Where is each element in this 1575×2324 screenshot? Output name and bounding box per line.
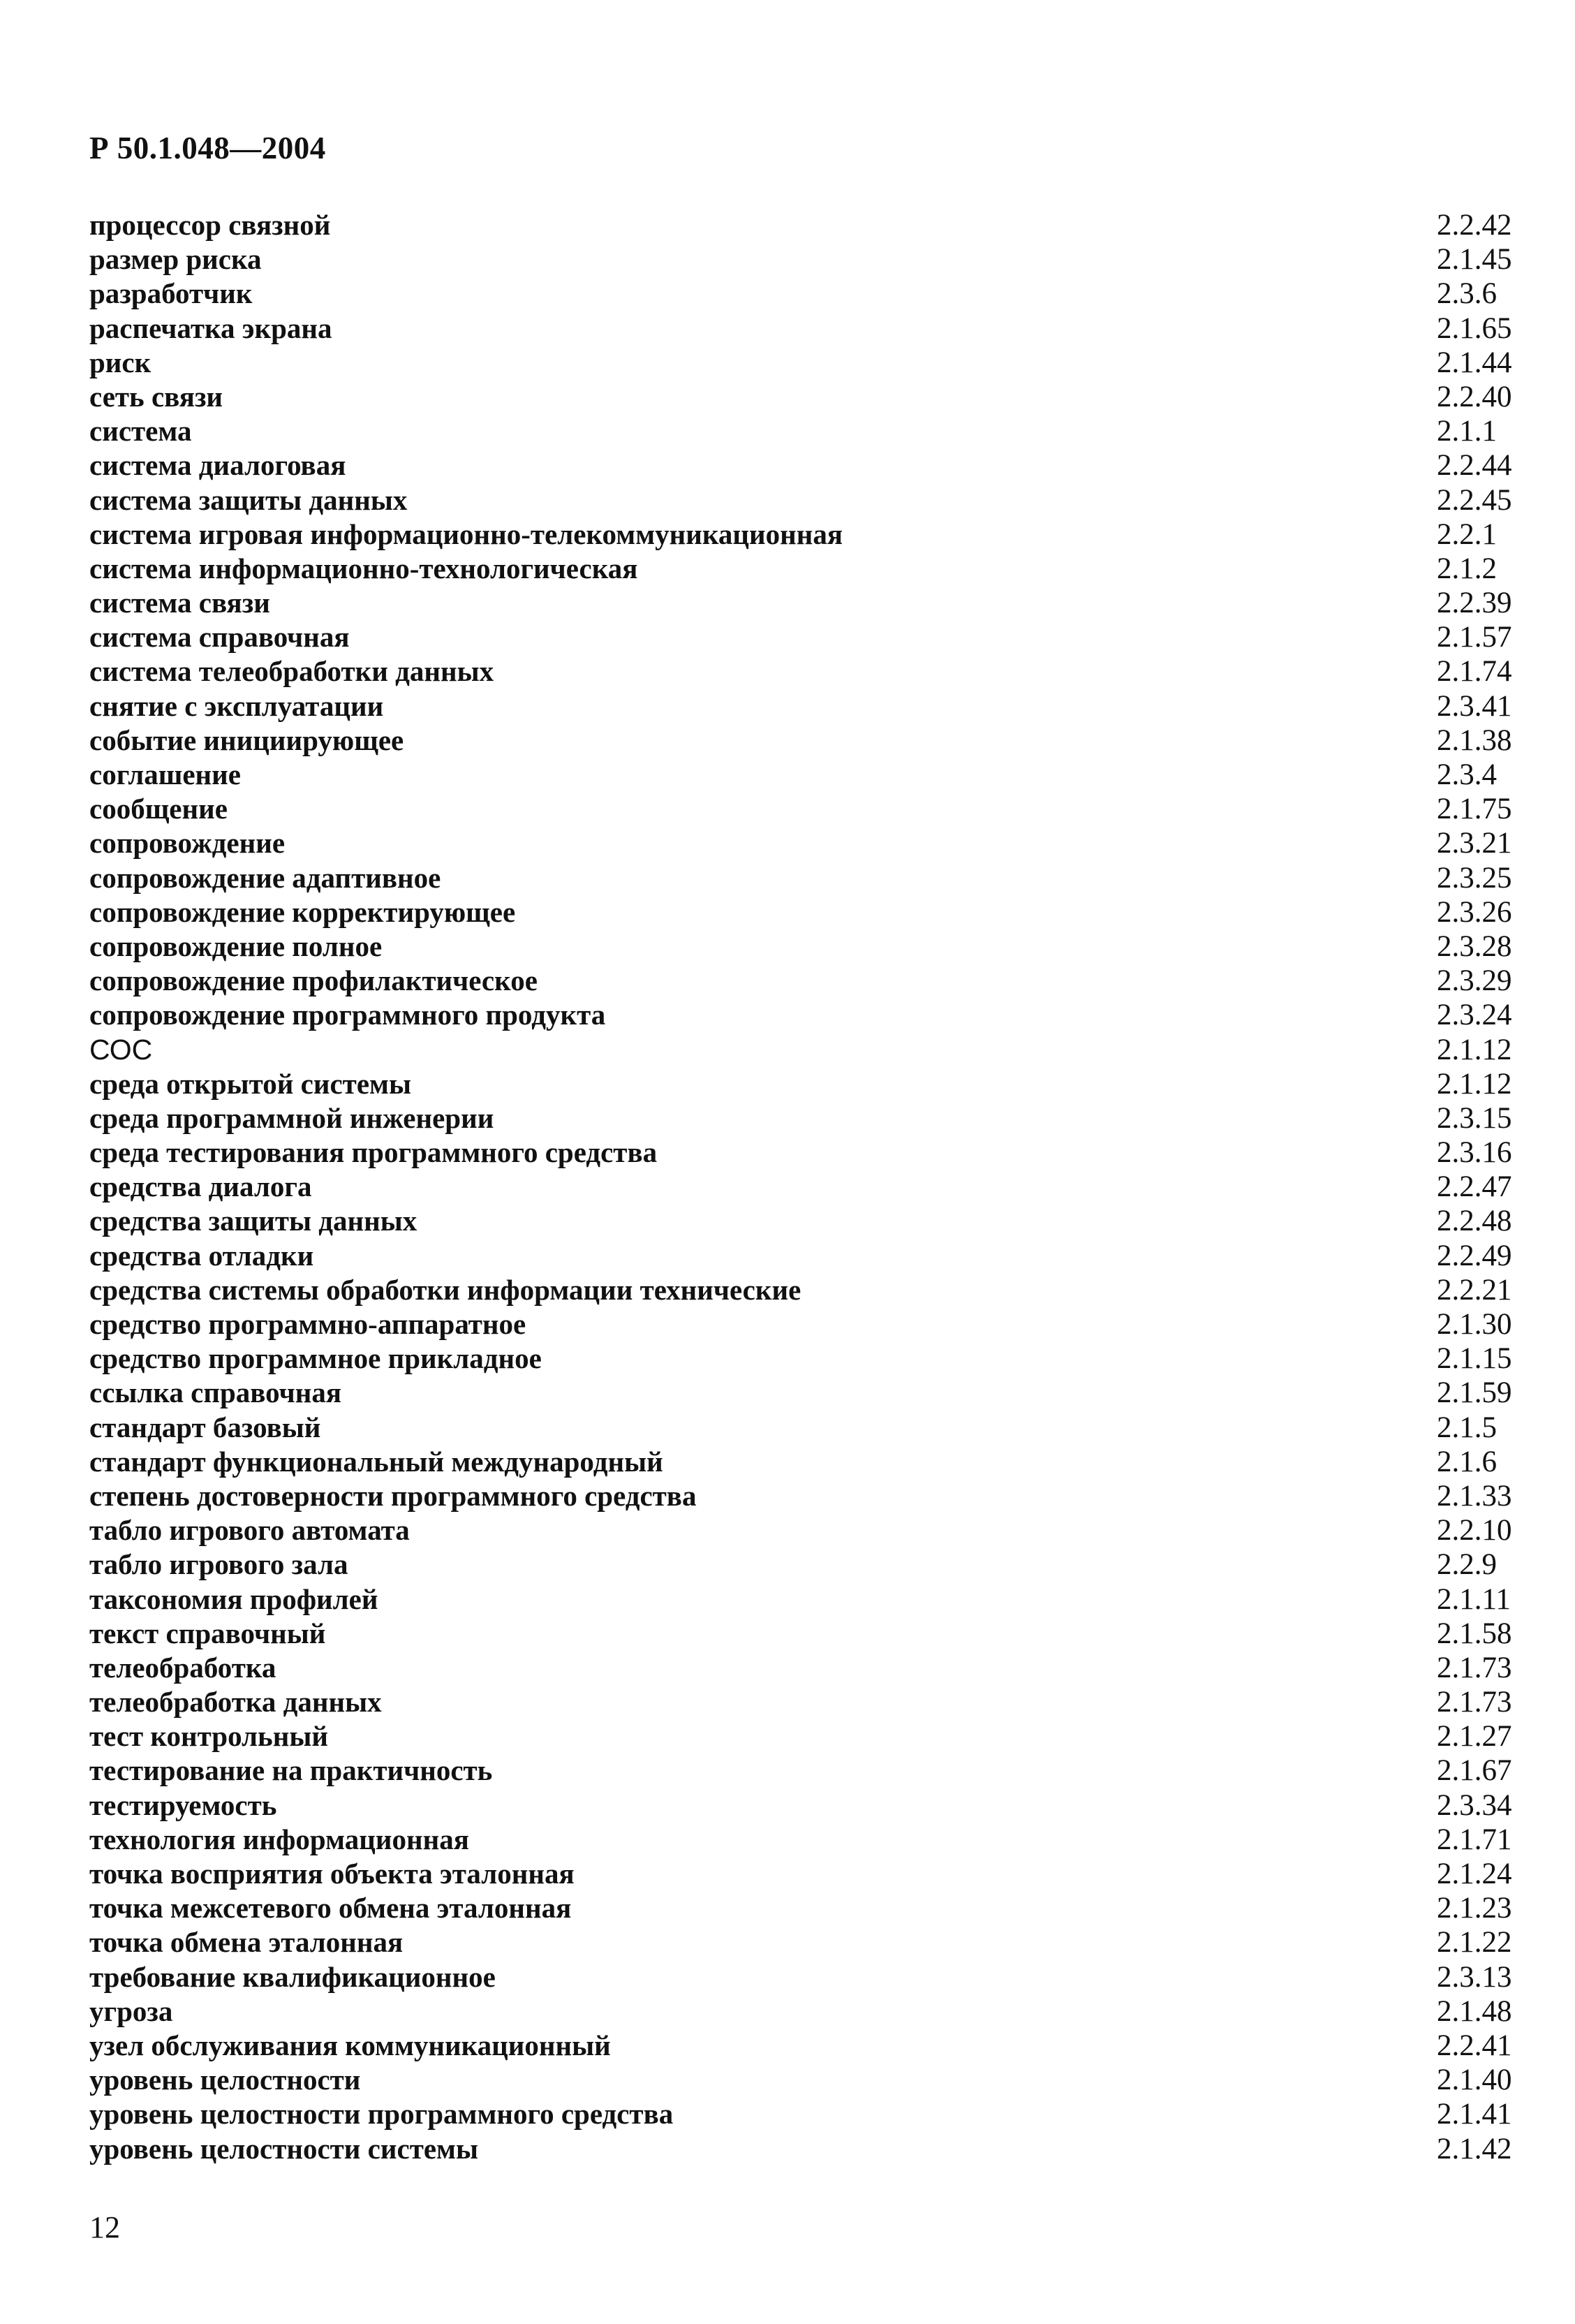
- index-entry: [89, 1994, 1515, 2029]
- index-reference-number: 2.2.1: [1437, 517, 1497, 551]
- index-reference-number: 2.3.41: [1437, 689, 1512, 723]
- index-entry: [89, 964, 1515, 998]
- index-entry: [89, 1891, 1515, 1925]
- index-entry: [89, 483, 1515, 517]
- index-entry: [89, 792, 1515, 826]
- index-term: сопровождение адаптивное: [89, 861, 441, 894]
- index-entry: [89, 1960, 1515, 1994]
- index-reference-number: 2.2.44: [1437, 449, 1512, 483]
- index-reference-number: 2.1.65: [1437, 311, 1512, 345]
- index-reference-number: 2.1.1: [1437, 415, 1497, 448]
- index-entry: [89, 552, 1515, 586]
- index-reference-number: 2.2.10: [1437, 1514, 1512, 1547]
- index-entry: [89, 1823, 1515, 1857]
- index-entry: [89, 1617, 1515, 1651]
- index-term: средство программное прикладное: [89, 1342, 542, 1375]
- index-entry: [89, 311, 1515, 346]
- index-reference-number: 2.2.39: [1437, 587, 1512, 620]
- index-reference-number: 2.1.59: [1437, 1376, 1512, 1410]
- document-code-header: Р 50.1.048—2004: [89, 131, 326, 166]
- index-reference-number: 2.1.67: [1437, 1754, 1512, 1788]
- index-term: угроза: [89, 1994, 173, 2027]
- index-entry: [89, 1582, 1515, 1617]
- index-reference-number: 2.1.11: [1437, 1582, 1511, 1616]
- index-term: процессор связной: [89, 209, 331, 241]
- index-entry: [89, 654, 1515, 689]
- index-entry: [89, 242, 1515, 277]
- index-reference-number: 2.1.74: [1437, 655, 1512, 689]
- index-entry: [89, 1376, 1515, 1410]
- index-reference-number: 2.1.30: [1437, 1308, 1512, 1341]
- index-entry: [89, 929, 1515, 964]
- index-term: система игровая информационно-телекоммуникационная: [89, 517, 843, 550]
- index-term: уровень целостности системы: [89, 2132, 478, 2165]
- index-term: сопровождение профилактическое: [89, 964, 538, 997]
- index-entry: [89, 414, 1515, 448]
- index-term: система защиты данных: [89, 483, 408, 516]
- index-entry: [89, 517, 1515, 552]
- index-entry: [89, 689, 1515, 723]
- index-entry: [89, 1033, 1515, 1067]
- index-term: табло игрового зала: [89, 1548, 348, 1581]
- index-term: уровень целостности: [89, 2064, 361, 2096]
- index-term: сообщение: [89, 793, 228, 825]
- index-reference-number: 2.3.16: [1437, 1136, 1512, 1170]
- index-term: соглашение: [89, 758, 241, 790]
- index-term: уровень целостности программного средства: [89, 2098, 674, 2131]
- index-term: стандарт функциональный международный: [89, 1445, 663, 1478]
- index-term: текст справочный: [89, 1617, 326, 1649]
- index-reference-number: 2.3.29: [1437, 964, 1512, 998]
- index-reference-number: 2.1.40: [1437, 2064, 1512, 2097]
- index-term: средство программно-аппаратное: [89, 1308, 526, 1340]
- index-term: СОС: [89, 1033, 153, 1066]
- index-reference-number: 2.1.73: [1437, 1686, 1512, 1719]
- index-entry: [89, 1513, 1515, 1547]
- index-term: сопровождение полное: [89, 929, 383, 962]
- index-term: точка межсетевого обмена эталонная: [89, 1892, 572, 1925]
- index-entry: [89, 448, 1515, 483]
- index-term: требование квалификационное: [89, 1960, 496, 1993]
- index-reference-number: 2.1.27: [1437, 1720, 1512, 1753]
- index-term: стандарт базовый: [89, 1411, 321, 1443]
- index-entry: [89, 380, 1515, 414]
- index-term: точка восприятия объекта эталонная: [89, 1858, 575, 1890]
- index-entry: [89, 1788, 1515, 1823]
- index-term: точка обмена эталонная: [89, 1926, 404, 1959]
- index-term: таксономия профилей: [89, 1582, 378, 1615]
- index-reference-number: 2.3.25: [1437, 861, 1512, 895]
- index-term: среда программной инженерии: [89, 1101, 494, 1134]
- index-entry: [89, 1307, 1515, 1341]
- index-entry: [89, 1170, 1515, 1204]
- index-reference-number: 2.1.22: [1437, 1926, 1512, 1959]
- term-index-list: [89, 208, 1515, 2166]
- index-reference-number: 2.3.13: [1437, 1960, 1512, 1994]
- index-reference-number: 2.3.28: [1437, 929, 1512, 963]
- index-entry: [89, 1547, 1515, 1582]
- index-reference-number: 2.1.24: [1437, 1858, 1512, 1890]
- index-term: риск: [89, 346, 151, 378]
- index-reference-number: 2.1.23: [1437, 1892, 1512, 1925]
- index-entry: [89, 2132, 1515, 2166]
- index-reference-number: 2.3.21: [1437, 827, 1512, 860]
- index-reference-number: 2.2.49: [1437, 1239, 1512, 1272]
- index-entry: [89, 758, 1515, 792]
- index-entry: [89, 346, 1515, 380]
- index-entry: [89, 2097, 1515, 2131]
- index-reference-number: 2.2.9: [1437, 1548, 1497, 1582]
- index-reference-number: 2.1.6: [1437, 1445, 1497, 1478]
- index-entry: [89, 1135, 1515, 1170]
- index-entry: [89, 208, 1515, 242]
- index-term: сопровождение: [89, 827, 286, 860]
- index-reference-number: 2.3.4: [1437, 758, 1497, 791]
- index-term: тестируемость: [89, 1788, 277, 1821]
- index-reference-number: 2.2.45: [1437, 483, 1512, 517]
- index-reference-number: 2.2.21: [1437, 1273, 1512, 1307]
- index-reference-number: 2.1.41: [1437, 2098, 1512, 2131]
- index-entry: [89, 998, 1515, 1032]
- index-reference-number: 2.1.38: [1437, 723, 1512, 757]
- index-reference-number: 2.1.57: [1437, 621, 1512, 654]
- index-entry: [89, 826, 1515, 860]
- index-reference-number: 2.1.73: [1437, 1651, 1512, 1684]
- index-term: технология информационная: [89, 1823, 469, 1855]
- index-reference-number: 2.1.12: [1437, 1067, 1512, 1101]
- index-entry: [89, 1719, 1515, 1753]
- index-entry: [89, 723, 1515, 758]
- index-reference-number: 2.1.12: [1437, 1033, 1512, 1066]
- index-entry: [89, 2063, 1515, 2097]
- index-term: система связи: [89, 587, 270, 619]
- index-entry: [89, 1479, 1515, 1513]
- index-term: средства отладки: [89, 1239, 314, 1272]
- index-entry: [89, 277, 1515, 311]
- index-entry: [89, 1857, 1515, 1891]
- index-reference-number: 2.1.42: [1437, 2132, 1512, 2165]
- index-term: система: [89, 415, 192, 448]
- index-entry: [89, 1204, 1515, 1238]
- index-entry: [89, 895, 1515, 929]
- index-term: ссылка справочная: [89, 1376, 342, 1409]
- index-entry: [89, 2029, 1515, 2063]
- index-reference-number: 2.1.48: [1437, 1994, 1512, 2028]
- index-entry: [89, 1101, 1515, 1135]
- index-entry: [89, 1273, 1515, 1307]
- index-reference-number: 2.1.33: [1437, 1479, 1512, 1513]
- index-reference-number: 2.1.75: [1437, 793, 1512, 826]
- index-entry: [89, 1925, 1515, 1959]
- index-term: снятие с эксплуатации: [89, 689, 384, 722]
- index-reference-number: 2.1.71: [1437, 1823, 1512, 1856]
- index-term: распечатка экрана: [89, 311, 332, 344]
- index-term: сеть связи: [89, 380, 223, 413]
- index-entry: [89, 1341, 1515, 1376]
- index-term: среда открытой системы: [89, 1067, 411, 1100]
- index-reference-number: 2.1.45: [1437, 243, 1512, 277]
- index-reference-number: 2.2.48: [1437, 1205, 1512, 1238]
- index-entry: [89, 1685, 1515, 1719]
- index-reference-number: 2.1.58: [1437, 1617, 1512, 1650]
- index-reference-number: 2.3.26: [1437, 895, 1512, 929]
- index-term: телеобработка: [89, 1651, 276, 1684]
- index-term: событие инициирующее: [89, 723, 404, 756]
- index-entry: [89, 586, 1515, 620]
- page-number: 12: [89, 2210, 120, 2244]
- index-term: система телеобработки данных: [89, 655, 494, 688]
- index-term: средства защиты данных: [89, 1205, 417, 1237]
- index-reference-number: 2.1.44: [1437, 346, 1512, 379]
- index-reference-number: 2.3.15: [1437, 1101, 1512, 1135]
- index-term: система диалоговая: [89, 449, 346, 482]
- index-reference-number: 2.2.42: [1437, 209, 1512, 242]
- index-term: тест контрольный: [89, 1720, 328, 1753]
- index-entry: [89, 1753, 1515, 1788]
- index-reference-number: 2.3.6: [1437, 277, 1497, 311]
- index-term: среда тестирования программного средства: [89, 1136, 658, 1169]
- index-term: средства системы обработки информации технические: [89, 1273, 801, 1306]
- index-term: сопровождение программного продукта: [89, 999, 606, 1031]
- index-entry: [89, 620, 1515, 654]
- index-term: сопровождение корректирующее: [89, 895, 516, 928]
- index-reference-number: 2.1.5: [1437, 1411, 1497, 1444]
- index-reference-number: 2.2.41: [1437, 2029, 1512, 2062]
- index-term: телеобработка данных: [89, 1686, 382, 1719]
- index-term: тестирование на практичность: [89, 1754, 493, 1787]
- index-entry: [89, 861, 1515, 895]
- index-entry: [89, 1067, 1515, 1101]
- index-reference-number: 2.1.2: [1437, 552, 1497, 585]
- index-term: узел обслуживания коммуникационный: [89, 2029, 611, 2061]
- index-term: степень достоверности программного средства: [89, 1479, 697, 1512]
- index-reference-number: 2.2.40: [1437, 380, 1512, 413]
- index-entry: [89, 1411, 1515, 1445]
- index-reference-number: 2.3.24: [1437, 999, 1512, 1032]
- index-term: размер риска: [89, 243, 262, 276]
- index-term: табло игрового автомата: [89, 1514, 410, 1547]
- index-term: система справочная: [89, 621, 350, 654]
- index-reference-number: 2.3.34: [1437, 1788, 1512, 1822]
- index-entry: [89, 1445, 1515, 1479]
- index-reference-number: 2.2.47: [1437, 1170, 1512, 1204]
- index-term: средства диалога: [89, 1170, 312, 1203]
- index-reference-number: 2.1.15: [1437, 1342, 1512, 1376]
- index-entry: [89, 1239, 1515, 1273]
- index-entry: [89, 1651, 1515, 1685]
- index-term: система информационно-технологическая: [89, 552, 638, 584]
- index-term: разработчик: [89, 277, 253, 310]
